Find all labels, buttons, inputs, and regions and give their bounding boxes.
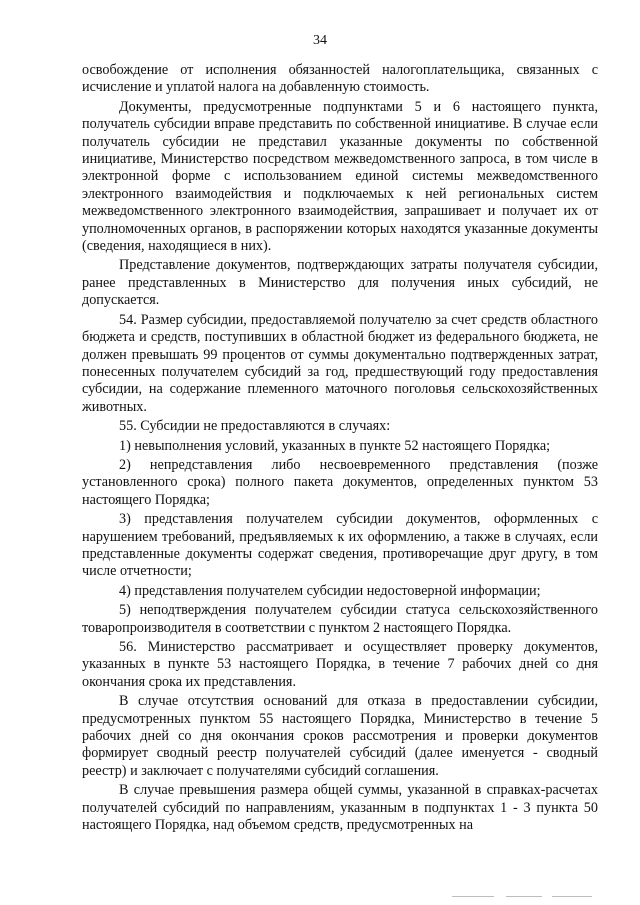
footer-divider xyxy=(506,896,542,897)
paragraph-56-review: 56. Министерство рассматривает и осуществляет проверку документов, указанных в пункте 53 настоящего Порядка, в течение 7 рабочих дней со дня окончания срока их представления. xyxy=(82,639,598,690)
list-item-2: 2) непредставления либо несвоевременного представления (позже установленного срока) полного пакета документов, определенных пунктом 53 настоящего Порядка; xyxy=(82,456,598,508)
paragraph-previous-documents: Представление документов, подтверждающих затраты получателя субсидии, ранее представленных в Министерство для получения иных субсидий, не допускается. xyxy=(82,257,598,309)
paragraph-documents-initiative: Документы, предусмотренные подпунктами 5 и 6 настоящего пункта, получатель субсидии вправе представить по собственной инициативе. В случае если получатель субсидии не представил указанные документы по собственной инициативе, Министерство посредством межведомственного запроса, в том числе в электронной форме с использованием единой системы межведомственного электронного взаимодействия и подключаемых к ней региональных систем межведомственного электронного взаимодействия, запрашивает и получает их от уполномоченных органов, в распоряжении которых находятся указанные документы (сведения, находящиеся в них). xyxy=(82,98,598,255)
page-number: 34 xyxy=(313,33,327,48)
paragraph-summary-register: В случае отсутствия оснований для отказа в предоставлении субсидии, предусмотренных пунктом 55 настоящего Порядка, Министерство в течение 5 рабочих дней со дня окончания сроков рассмотрения и проверки документов формирует сводный реестр получателей субсидий (далее именуется - сводный реестр) и заключает с получателями субсидий соглашения. xyxy=(82,693,598,779)
paragraph-55-refusal-cases: 55. Субсидии не предоставляются в случаях: xyxy=(119,418,391,435)
document-body xyxy=(82,62,598,836)
list-item-1: 1) невыполнения условий, указанных в пункте 52 настоящего Порядка; xyxy=(119,437,551,454)
list-item-5: 5) неподтверждения получателем субсидии статуса сельскохозяйственного товаропроизводителя в соответствии с пунктом 2 настоящего Порядка. xyxy=(82,602,598,636)
paragraph-54-subsidy-amount: 54. Размер субсидии, предоставляемой получателю за счет средств областного бюджета и средств, поступивших в областной бюджет из федерального бюджета, не должен превышать 99 процентов от суммы документально подтвержденных затрат, понесенных получателем субсидий за год, предшествующий году предоставления субсидии, на содержание племенного маточного поголовья сельскохозяйственных животных. xyxy=(82,311,598,415)
footer-divider xyxy=(552,896,592,897)
paragraph-vat-exemption: освобождение от исполнения обязанностей налогоплательщика, связанных с исчисление и уплатой налога на добавленную стоимость. xyxy=(82,62,598,96)
list-item-4: 4) представления получателем субсидии недостоверной информации; xyxy=(119,582,541,599)
list-item-3: 3) представления получателем субсидии документов, оформленных с нарушением требований, предъявляемых к их оформлению, а также в случаях, если представленные документы содержат сведения, противоречащие друг другу, в том числе отчетности; xyxy=(82,511,598,580)
paragraph-excess-amount: В случае превышения размера общей суммы, указанной в справках-расчетах получателей субсидий по направлениям, указанным в подпунктах 1 - 3 пункта 50 настоящего Порядка, над объемом средств, предусмотренных на xyxy=(82,782,598,834)
footer-divider xyxy=(452,896,494,897)
